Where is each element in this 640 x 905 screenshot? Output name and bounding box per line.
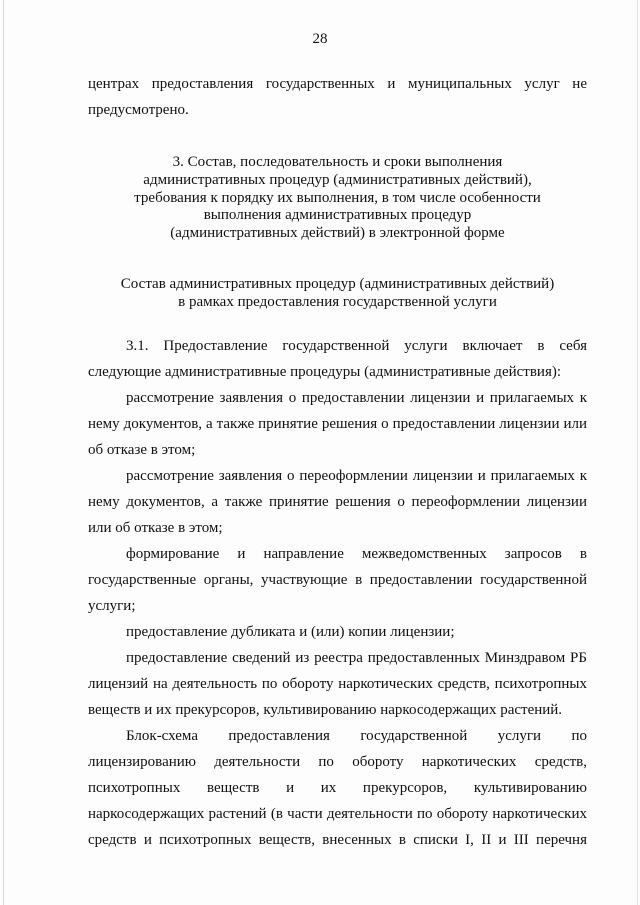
paragraph-line: предусмотрено. (88, 102, 189, 118)
section-heading-line: административных процедур (административных действий), (143, 172, 532, 188)
paragraph-line: психотропных веществ и их прекурсоров, культивированию (88, 780, 587, 796)
page-number: 28 (312, 31, 328, 47)
paragraph-line: наркосодержащих растений (в части деятельности по обороту наркотических (88, 806, 587, 822)
list-item-line: формирование и направление межведомственных запросов в (126, 546, 587, 562)
section-heading-line: (административных действий) в электронной форме (170, 225, 505, 241)
list-item-line: рассмотрение заявления о предоставлении лицензии и прилагаемых к (126, 390, 587, 406)
list-item-line: нему документов, а также принятие решения о переоформлении лицензии (88, 494, 587, 510)
list-item-line: об отказе в этом; (88, 442, 196, 458)
list-item-line: услуги; (88, 598, 136, 614)
list-item-line: предоставление сведений из реестра предоставленных Минздравом РБ (126, 650, 587, 666)
paragraph-line: 3.1. Предоставление государственной услуги включает в себя (126, 338, 587, 354)
list-item-line: веществ и их прекурсоров, культивированию наркосодержащих растений. (88, 702, 563, 718)
paragraph-line: лицензированию деятельности по обороту наркотических средств, (88, 754, 587, 770)
paragraph-line: центрах предоставления государственных и муниципальных услуг не (88, 76, 587, 92)
list-item-line: предоставление дубликата и (или) копии лицензии; (126, 624, 455, 640)
paragraph-line: средств и психотропных веществ, внесенных в списки I, II и III перечня (88, 832, 587, 848)
page-edge-right (637, 0, 638, 905)
list-item-line: рассмотрение заявления о переоформлении лицензии и прилагаемых к (126, 468, 587, 484)
section-heading-line: выполнения административных процедур (203, 207, 472, 223)
page-edge-left (3, 0, 4, 905)
list-item-line: или об отказе в этом; (88, 520, 223, 536)
list-item-line: нему документов, а также принятие решения о предоставлении лицензии или (88, 416, 587, 432)
subheading-line: Состав административных процедур (административных действий) (120, 276, 555, 292)
list-item-line: лицензий на деятельность по обороту наркотических средств, психотропных (88, 676, 587, 692)
section-heading-line: требования к порядку их выполнения, в том числе особенности (134, 190, 541, 206)
paragraph-line: Блок-схема предоставления государственной услуги по (126, 728, 587, 744)
subheading-line: в рамках предоставления государственной услуги (178, 294, 497, 310)
list-item-line: государственные органы, участвующие в предоставлении государственной (88, 572, 587, 588)
paragraph-line: следующие административные процедуры (административные действия): (88, 364, 562, 380)
section-heading-line: 3. Состав, последовательность и сроки выполнения (172, 154, 503, 170)
